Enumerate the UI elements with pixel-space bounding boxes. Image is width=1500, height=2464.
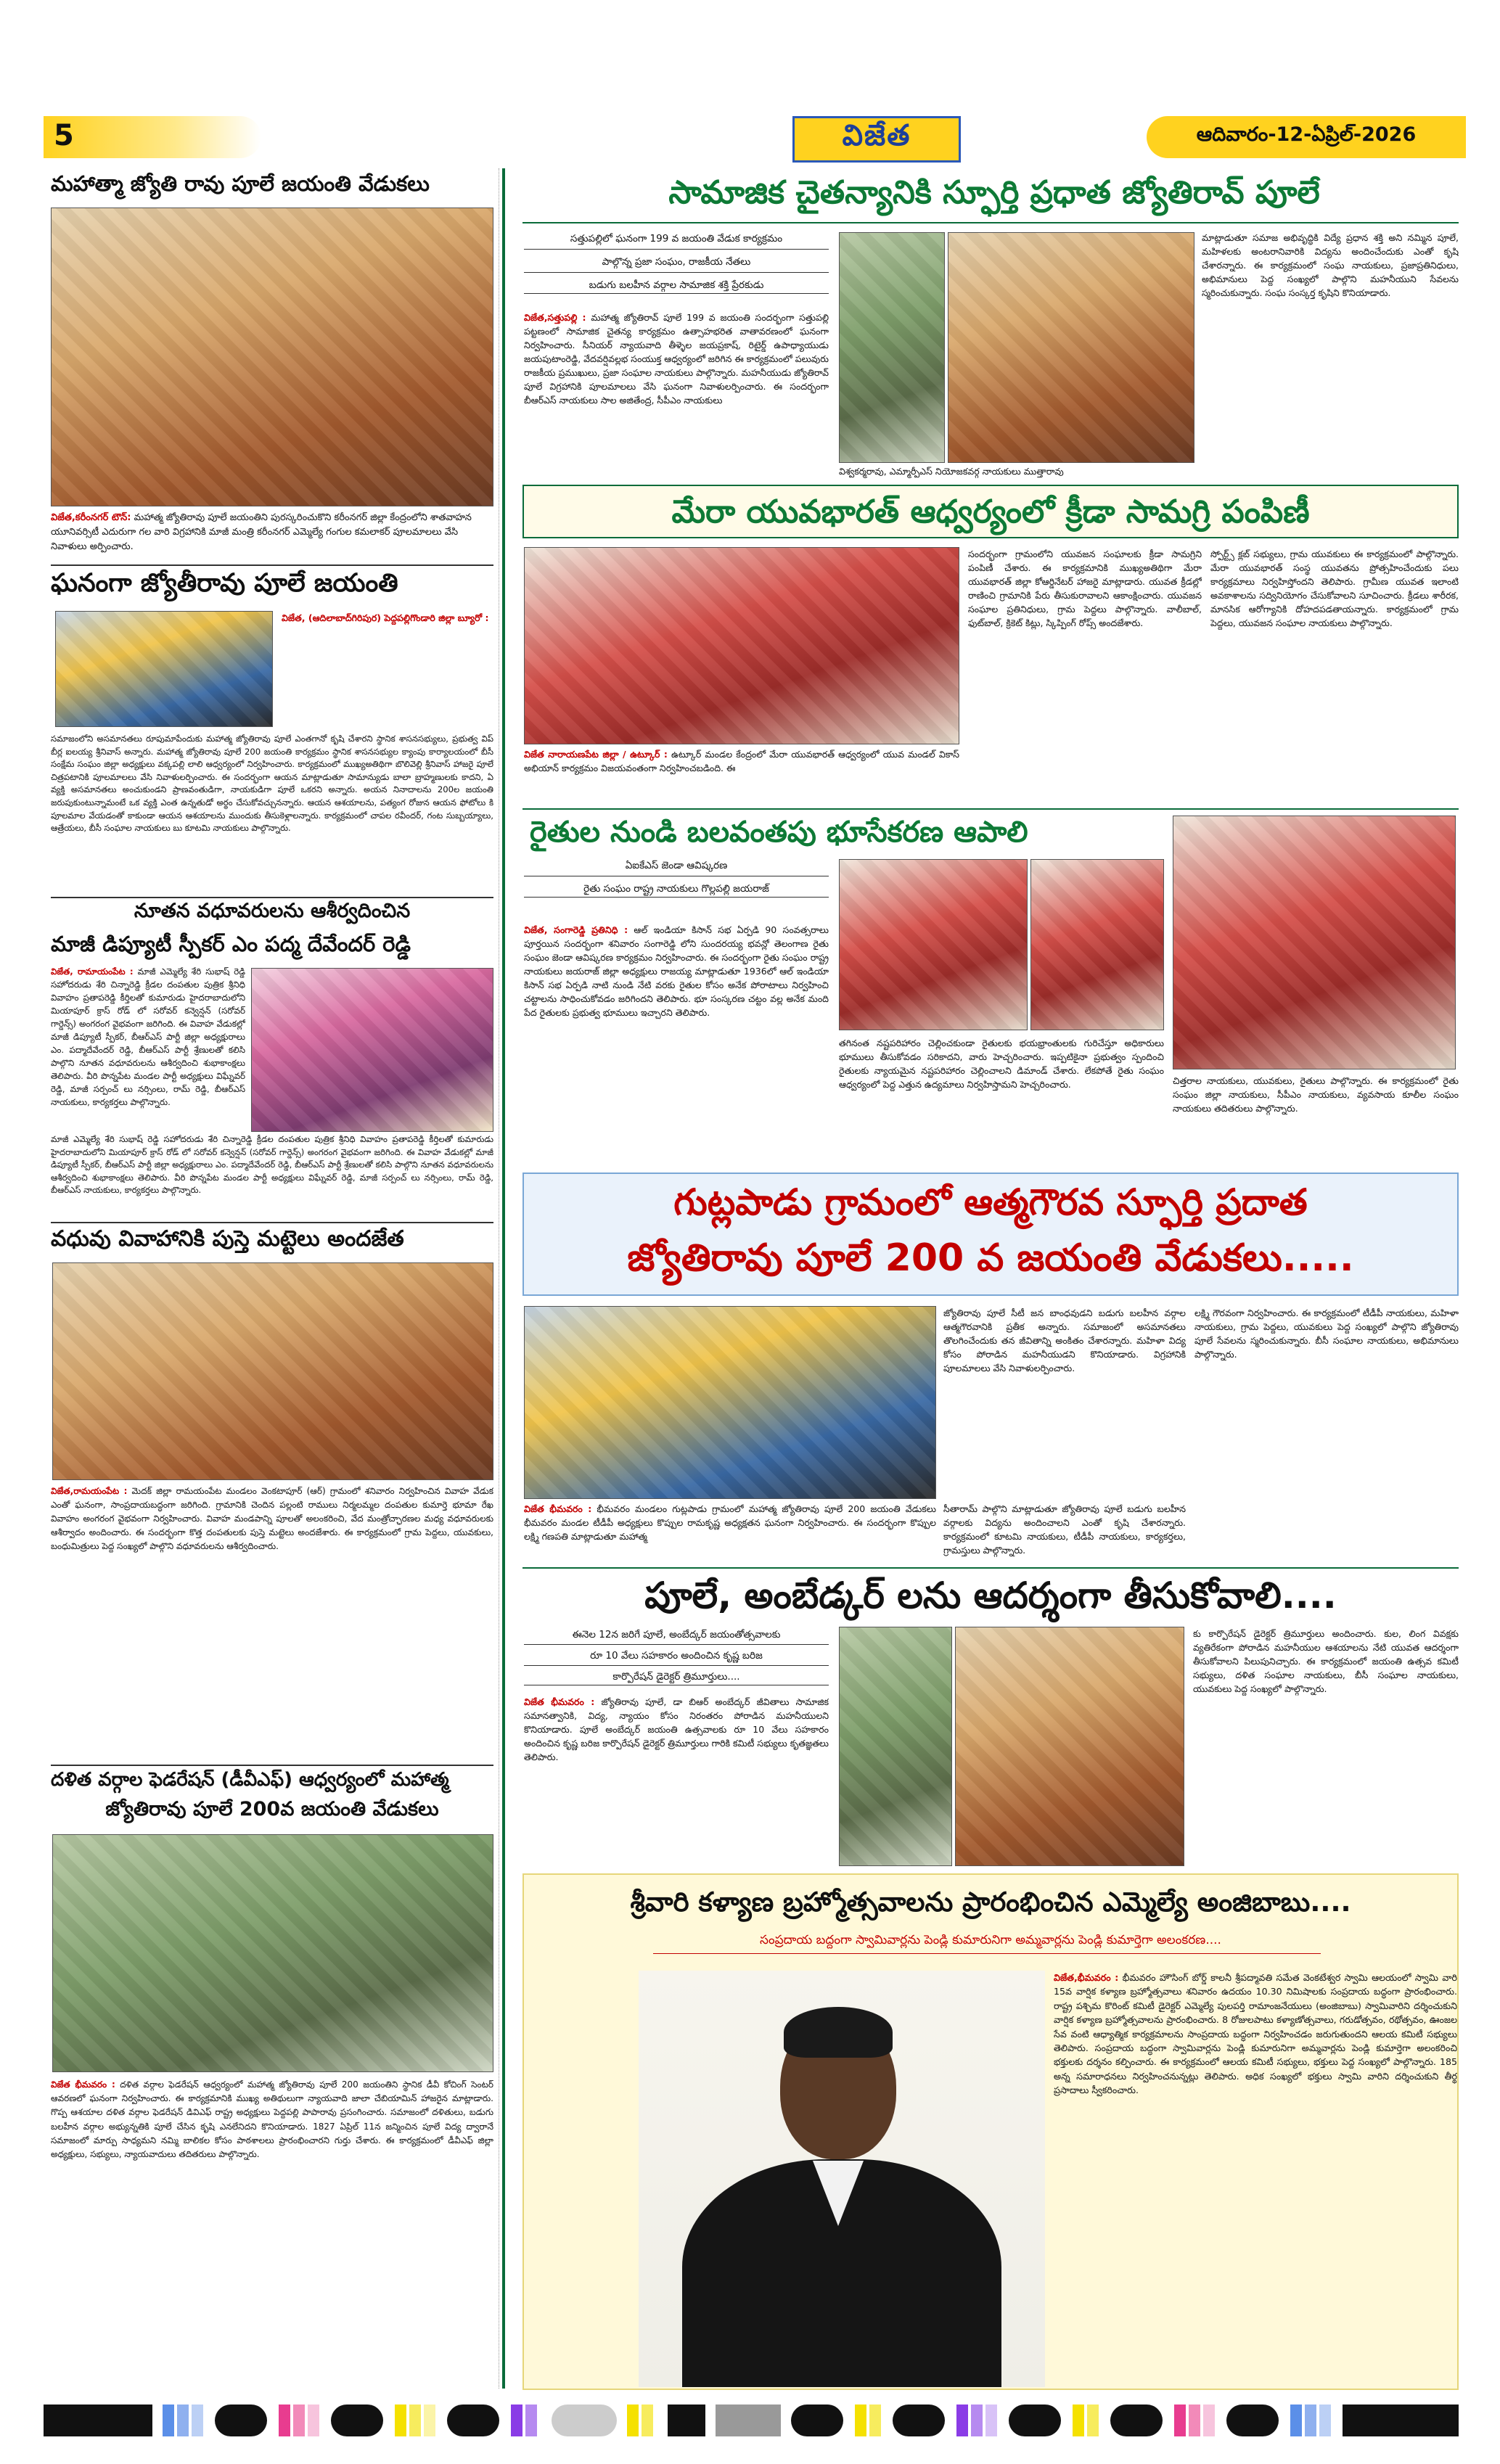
swatch-black-pill-3 [447, 2405, 499, 2436]
article-right-4: జ్యోతిరావు పూలే సీటీ జన బాంధవుడని బడుగు బలహీన వర్గాల ఆత్మగౌరవానికి ప్రతీక అన్నారు. సమాజంలో అసమానతలు తొలగించేందుకు తన జీవితాన్ని అంకితం చేశారన్నారు. మహిళా విద్య కోసం పోరాడిన మహనీయుడని కొనియాడారు. విగ్రహానికి పూలమాలలు వేసి నివాళులర్పించారు. [943, 1307, 1186, 1373]
photo-aiks-flag-2 [1030, 859, 1164, 1030]
article-right-5-cont: కు కార్పొరేషన్ డైరెక్టర్ త్రిమూర్తులు అందించారు. కుల, లింగ వివక్షకు వ్యతిరేకంగా పోరాడిన మహనీయుల ఆశయాలను నేటి యువత ఆదర్శంగా తీసుకోవాలని పిలుపునిచ్చారు. ఈ కార్యక్రమంలో జయంతి ఉత్సవ కమిటీ సభ్యులు, దళిత సంఘాల నాయకులు, బీసీ సంఘాల నాయకులు, యువకులు పెద్ద సంఖ్యలో పాల్గొన్నారు. [1193, 1628, 1459, 1694]
article-left-5 [51, 2078, 493, 2386]
headline-right-5: పూలే, అంబేడ్కర్ లను ఆదర్శంగా తీసుకోవాలి.... [644, 1574, 1337, 1617]
subhead-3: కార్పొరేషన్ డైరెక్టర్ త్రిమూర్తులు.... [524, 1669, 829, 1685]
subhead-right-1 [524, 231, 829, 303]
swatch-black-pill-5 [893, 2405, 945, 2436]
photo-dvf-celebration [52, 1834, 493, 2072]
swatch-pink-6 [1203, 2405, 1215, 2436]
photo-sattupalli-crowd [948, 232, 1194, 463]
headline-left-3a: నూతన వధూవరులను ఆశీర్వదించిన [134, 900, 411, 922]
caption-right-4 [524, 1502, 936, 1561]
subhead-2: రూ 10 వేలు సహకారం అందించిన కృష్ణ బరిజ [524, 1648, 829, 1666]
article-text: భీమవరం హౌసింగ్ బోర్డ్ కాలనీ శ్రీపద్మావతి సమేత వెంకటేశ్వర స్వామి ఆలయంలో స్వామి వారి 15వ వార్షిక కళ్యాణ బ్రహ్మోత్సవాలు శనివారం ఉదయం 10.30 నిమిషాలకు సంప్రదాయ బద్ధంగా ప్రారంభించారు. రాష్ట్ర పశ్చిమ కొరింట్ కమిటీ డైరెక్టర్ ఎమ్మెల్యే పులపర్తి రామాంజనేయులు (అంజిబాబు) స్వామివారిని దర్శించుకుని వార్షిక కళ్యాణ బ్రహ్మోత్సవాలను ప్రారంభించారు. 8 రోజులపాటు కళ్యాణోత్సవాలు, గరుడోత్సవం, రథోత్సవం, ఊంజల సేవ వంటి ఆధ్యాత్మిక కార్యక్రమాలను సాంప్రదాయ బద్ధంగా నిర్వహించడం జరుగుతుందని ఆలయ కమిటీ సభ్యులు తెలిపారు. సంప్రదాయ బద్ధంగా స్వామివార్లను పెండ్లి కుమారునిగా అమ్మవార్లను పెండ్లి కుమార్తెగా అలంకరించి భక్తులకు దర్శనం కల్పించారు. ఈ కార్యక్రమంలో ఆలయ కమిటీ సభ్యులు, భక్తులు పెద్ద సంఖ్యలో పాల్గొన్నారు. 185 అన్న సమారాధనలు నిర్వహించనున్నట్లు తెలిపారు. అధిక సంఖ్యలో భక్తులు స్వామి వారిని దర్శించుకుని తీర్థ ప్రసాదాలు స్వీకరించారు. [1054, 1972, 1457, 2096]
swatch-violet-4 [971, 2405, 983, 2436]
subhead-1: ఈనెల 12న జరిగే పూలే, అంబేద్కర్ జయంతోత్సవాలకు [524, 1627, 829, 1645]
swatch-pink-4 [1174, 2405, 1186, 2436]
swatch-black-block [668, 2405, 705, 2436]
caption-text: మెదక్ జిల్లా రామయంపేట మండలం వెంకటాపూర్ (ఆర్) గ్రామంలో శనివారం నిర్వహించిన వివాహ వేడుక ఎంతో ఘనంగా, సాంప్రదాయబద్ధంగా జరిగింది. గ్రామానికి చెందిన పల్లంటి రాములు నిర్మలమ్మల దంపతుల కుమార్తె భూమా రేఖ వివాహం అంగరంగ వైభవంగా నిర్వహించారు. వివాహ మండపాన్ని పూలతో అలంకరించి, వేద మంత్రోచ్ఛారణల మధ్య వధూవరులకు ఆశీర్వాదం అందించారు. ఈ సందర్భంగా కొత్త దంపతులకు పుస్తె మట్టెలు అందజేశారు. ఈ కార్యక్రమంలో గ్రామ పెద్దలు, యువకులు, బంధుమిత్రులు పెద్ద సంఖ్యలో పాల్గొని వధూవరులను ఆశీర్వదించారు. [51, 1486, 493, 1551]
rule [51, 897, 493, 898]
photo-wedding-blessing [251, 968, 493, 1132]
rule [51, 1765, 493, 1766]
caption-text: మహాత్మ జ్యోతిరావు పూలే జయంతిని పురస్కరించుకొని కరీంనగర్ జిల్లా కేంద్రంలోని శాతవాహన యూనివర్సిటీ ఎదురుగా గల వారి విగ్రహానికి మాజీ మంత్రి కరీంనగర్ ఎమ్మెల్యే గంగుల కమలాకర్ పూలమాలలు వేసి నివాళులు అర్పించారు. [51, 512, 472, 552]
swatch-black-pill-8 [1226, 2405, 1279, 2436]
caption-text: భీమవరం మండలం గుట్లపాడు గ్రామంలో మహాత్మ జ్యోతిరావు పూలే 200 జయంతి వేడుకలు భీమవరం మండల టీడీపీ అధ్యక్షులు కొప్పుల రామకృష్ణ అధ్యక్షతన ఘనంగా నిర్వహించారు. ఈ సందర్భంగా కొప్పుల లక్ష్మి గణపతి మాట్లాడుతూ మహాత్మ [524, 1503, 936, 1542]
masthead-logo-text: విజేత [842, 119, 911, 152]
headline-left-2: ఘనంగా జ్యోతీరావు పూలే జయంతి [51, 569, 398, 598]
photo-sattupalli-statue [839, 232, 945, 463]
swatch-blue-2 [177, 2405, 189, 2436]
swatch-black-pill-6 [1009, 2405, 1061, 2436]
article-left-3 [51, 965, 245, 1129]
subhead-2: రైతు సంఘం రాష్ట్ర నాయకులు గొల్లపల్లి జయరాజ్ [524, 881, 829, 898]
swatch-gray-pill [552, 2405, 617, 2436]
subhead-1: ఏఐకేఎస్ జెండా ఆవిష్కరణ [524, 858, 829, 876]
rule [522, 808, 1459, 810]
article-right-4-cont: సీతారామ్ పాల్గొని మాట్లాడుతూ జ్యోతిరావు పూలే బడుగు బలహీన వర్గాలకు విద్యను అందించాలని ఎంతో కృషి చేశారన్నారు. కార్యక్రమంలో కూటమి నాయకులు, టీడీపీ నాయకులు, కార్యకర్తలు, గ్రామస్తులు పాల్గొన్నారు. [943, 1503, 1186, 1556]
headline-right-4b: జ్యోతిరావు పూలే 200 వ జయంతి వేడుకలు..... [627, 1236, 1354, 1280]
swatch-yellow-3 [424, 2405, 435, 2436]
dateline: విజేత భీమవరం : [51, 2079, 115, 2090]
swatch-yellow-8 [1073, 2405, 1084, 2436]
swatch-yellow-6 [855, 2405, 866, 2436]
article-right-3 [524, 923, 829, 1165]
date-banner [1147, 116, 1466, 158]
rule [522, 222, 1459, 223]
page-number: 5 [54, 119, 74, 152]
swatch-yellow-1 [395, 2405, 406, 2436]
photo-caption-right-1: విశ్వకర్మరావు, ఎమ్మార్పీఎస్ నియోజకవర్గ నాయకులు ముత్తారావు [839, 466, 1064, 477]
rule [51, 564, 493, 566]
article-text: మాజీ ఎమ్మెల్యే శేరి సుభాష్ రెడ్డి సహోదరుడు శేరి చిన్నారెడ్డి క్రీడల దంపతుల పుత్రిక శ్రీనిధి వివాహం ప్రతాపరెడ్డి కీర్తిలతో కుమారుడు హైదరాబాదులోని మియాపూర్ క్రాస్ రోడ్ లో సరోవర్ కన్వెన్షన్ (సరోవర్ గార్డెన్స్) అంగరంగ వైభవంగా జరిగింది. ఈ వివాహ వేడుకల్లో మాజీ డిప్యూటీ స్పీకర్, బీఆర్ఎస్ పార్టీ జిల్లా అధ్యక్షురాలు ఎం. పద్మాదేవేందర్ రెడ్డి, బీఆర్ఎస్ పార్టీ శ్రేణులతో కలిసి పాల్గొని నూతన వధూవరులను ఆశీర్వదించి శుభాకాంక్షలు తెలిపారు. వీరి పొన్నపేట మండల పార్టీ అధ్యక్షులు విఘ్నేవర్ రెడ్డి, మాజీ సర్పంచ్ లు నర్సింలు, రామ్ రెడ్డి, బీఆర్ఎస్ నాయకులు, కార్యకర్తలు పాల్గొన్నారు. [51, 966, 245, 1107]
article-right-3-cont: తగినంత నష్టపరిహారం చెల్లించకుండా రైతులకు భయభ్రాంతులకు గురిచేస్తూ అధికారులు భూములు తీసుకోవడం సరికాదని, వారు హెచ్చరించారు. ఇప్పటికైనా ప్రభుత్వం స్పందించి రైతులకు న్యాయమైన నష్టపరిహారం చెల్లించాలని డిమాండ్ చేశారు. లేకపోతే రైతు సంఘం ఆధ్వర్యంలో పెద్ద ఎత్తున ఉద్యమాలు నిర్వహిస్తామని హెచ్చరించారు. [839, 1038, 1164, 1090]
dateline: విజేత, రామాయంపేట : [51, 966, 134, 977]
page-number-badge [44, 116, 261, 158]
article-text: దళిత వర్గాల ఫెడరేషన్ ఆధ్వర్యంలో మహాత్మ జ్యోతిరావు పూలే 200 జయంతిని స్థానిక డీవీ కోచింగ్ సెంటర్ ఆవరణలో ఘనంగా నిర్వహించారు. ఈ కార్యక్రమానికి ముఖ్య అతిథులుగా న్యాయవాది జాలా చేబియామిన్ హాజరైన మాట్లాడారు. గొప్ప ఆశయాల దళిత వర్గాల ఫెడరేషన్ డివిఎఫ్ రాష్ట్ర అధ్యక్షులు పెద్దపల్లి పాపారావు ప్రసంగించారు. సమాజంలో దళితులు, బడుగు బలహీన వర్గాల అభ్యున్నతికి పూలే చేసిన కృషి ఎనలేనిదని కొనియాడారు. 1827 ఏప్రిల్ 11న జన్మించిన పూలే విద్య ద్వారానే సమాజంలో మార్పు సాధ్యమని నమ్మి బాలికల కోసం పాఠశాలలు ప్రారంభించారని గుర్తు చేశారు. ఈ కార్యక్రమంలో డీవీఎఫ్ జిల్లా అధ్యక్షులు, సభ్యులు, న్యాయవాదులు తదితరులు పాల్గొన్నారు. [51, 2079, 493, 2160]
swatch-violet-2 [525, 2405, 537, 2436]
subhead-right-5 [524, 1627, 829, 1691]
article-right-2-cont: స్పోర్ట్స్ క్లబ్ సభ్యులు, గ్రామ యువకులు ఈ కార్యక్రమంలో పాల్గొన్నారు. మేరా యువభారత్ సంస్థ యువతను ప్రోత్సహించేందుకు పలు కార్యక్రమాలు నిర్వహిస్తోందని తెలిపారు. గ్రామీణ యువత ఇలాంటి అవకాశాలను సద్వినియోగం చేసుకోవాలని సూచించారు. క్రీడలు శారీరక, మానసిక ఆరోగ్యానికి దోహదపడతాయన్నారు. కార్యక్రమంలో గ్రామ పెద్దలు, యువజన సంఘాల నాయకులు పాల్గొన్నారు. [1210, 549, 1459, 628]
article-left-3-cont: మాజీ ఎమ్మెల్యే శేరి సుభాష్ రెడ్డి సహోదరుడు శేరి చిన్నారెడ్డి క్రీడల దంపతుల పుత్రిక శ్రీనిధి వివాహం ప్రతాపరెడ్డి కీర్తిలతో కుమారుడు హైదరాబాదులోని మియాపూర్ క్రాస్ రోడ్ లో సరోవర్ కన్వెన్షన్ (సరోవర్ గార్డెన్స్) అంగరంగ వైభవంగా జరిగింది. ఈ వివాహ వేడుకల్లో మాజీ డిప్యూటీ స్పీకర్, బీఆర్ఎస్ పార్టీ జిల్లా అధ్యక్షురాలు ఎం. పద్మాదేవేందర్ రెడ్డి, బీఆర్ఎస్ పార్టీ శ్రేణులతో కలిసి పాల్గొని నూతన వధూవరులను ఆశీర్వదించి శుభాకాంక్షలు తెలిపారు. వీరి పొన్నపేట మండల పార్టీ అధ్యక్షులు విఘ్నేవర్ రెడ్డి, మాజీ సర్పంచ్ లు నర్సింలు, రామ్ రెడ్డి, బీఆర్ఎస్ నాయకులు, కార్యకర్తలు పాల్గొన్నారు. [51, 1134, 493, 1196]
photo-aiks-flag-3 [1173, 816, 1456, 1069]
article-right-4-end: లక్ష్మి గౌరవంగా నిర్వహించారు. ఈ కార్యక్రమంలో టీడీపీ నాయకులు, మహిళా నాయకులు, గ్రామ పెద్దలు, యువకులు పెద్ద సంఖ్యలో పాల్గొని జ్యోతిరావు పూలే సేవలను స్మరించుకున్నారు. బీసీ సంఘాల నాయకులు, అభిమానులు పాల్గొన్నారు. [1194, 1307, 1459, 1360]
photo-poole-ambedkar-2 [955, 1627, 1184, 1866]
caption-text: ఉట్కూర్ మండల కేంద్రంలో మేరా యువభారత్ ఆధ్వర్యంలో యువ మండల్ వికాస్ అభియాన్ కార్యక్రమం విజయవంతంగా నిర్వహించబడింది. ఈ [524, 749, 959, 773]
swatch-blue-5 [1305, 2405, 1316, 2436]
headline-right-6: శ్రీవారి కళ్యాణ బ్రహ్మోత్సవాలను ప్రారంభించిన ఎమ్మెల్యే అంజిబాబు.... [630, 1886, 1351, 1918]
headline-right-4a: గుట్లపాడు గ్రామంలో ఆత్మగౌరవ స్ఫూర్తి ప్రదాత [673, 1181, 1308, 1223]
subhead-2: పాల్గొన్న ప్రజా సంఘం, రాజకీయ నేతలు [524, 254, 829, 273]
article-right-6 [1054, 1971, 1457, 2384]
swatch-black-pill-2 [331, 2405, 383, 2436]
portrait-anjibabu [639, 1971, 1045, 2387]
swatch-blue-1 [163, 2405, 174, 2436]
photo-wedding-gift [52, 1262, 493, 1480]
swatch-blue-3 [192, 2405, 203, 2436]
swatch-violet-5 [985, 2405, 997, 2436]
swatch-violet-3 [956, 2405, 968, 2436]
swatch-gray-block [716, 2405, 781, 2436]
rule [522, 1567, 1459, 1569]
headline-left-5b: జ్యోతిరావు పూలే 200వ జయంతి వేడుకలు [105, 1798, 439, 1820]
swatch-black [44, 2405, 152, 2436]
photo-gutlapadu-tribute [524, 1306, 936, 1499]
caption-left-4 [51, 1484, 493, 1760]
article-right-1 [524, 311, 829, 477]
article-right-5 [524, 1695, 829, 1868]
swatch-black-pill [215, 2405, 267, 2436]
headline-right-1: సామాజిక చైతన్యానికి స్ఫూర్తి ప్రధాత జ్యోతిరావ్ పూలే [668, 174, 1320, 211]
article-text: జ్యోతిరావు పూలే, డా బిఆర్ అంబేద్కర్ జీవితాలు సామాజిక సమానత్వానికి, విద్య, న్యాయం కోసం నిరంతరం పోరాడిన మహనీయులని కొనియాడారు. పూలే అంబేద్కర్ జయంతి ఉత్సవాలకు రూ 10 వేలు సహకారం అందించిన కృష్ణ బరిజ కార్పొరేషన్ డైరెక్టర్ త్రిమూర్తులు గారికి కమిటీ సభ్యులు కృతజ్ఞతలు తెలిపారు. [524, 1696, 829, 1762]
article-right-2: సందర్భంగా గ్రామంలోని యువజన సంఘాలకు క్రీడా సామగ్రిని పంపిణీ చేశారు. ఈ కార్యక్రమానికి ముఖ్యఅతిథిగా మేరా యువభారత్ జిల్లా కోఆర్డినేటర్ హాజరై మాట్లాడారు. యువత క్రీడల్లో రాణించి గ్రామానికి పేరు తీసుకురావాలని ఆకాంక్షించారు. యువజన సంఘాల ప్రతినిధులు, గ్రామ పెద్దలు పాల్గొన్నారు. వాలీబాల్, ఫుట్‌బాల్, క్రికెట్ కిట్లు, స్కిప్పింగ్ రోప్స్ అందజేశారు. [968, 549, 1202, 628]
article-text: మహాత్మ జ్యోతిరావ్ పూలే 199 వ జయంతి సందర్భంగా సత్తుపల్లి పట్టణంలో సామాజిక చైతన్య కార్యక్రమం ఉత్సాహభరిత వాతావరణంలో ఘనంగా నిర్వహించారు. సీనియర్ న్యాయవాది తీళ్ళెల జయప్రకాష్, రిటైర్డ్ ఉపాధ్యాయుడు జయపుటాంరెడ్డి, వేదవర్షివల్లభ సంయుక్త ఆధ్వర్యంలో జరిగిన ఈ కార్యక్రమంలో పలువురు రాజకీయ ప్రముఖులు, ప్రజా సంఘాల నాయకులు పాల్గొన్నారు. మహనీయుడు జ్యోతిరావ్ పూలే విగ్రహానికి పూలమాలలు వేసి ఘనంగా నివాళులర్పించారు. ఈ సందర్భంగా బీఆర్ఎస్ నాయకులు సాల అజితేంద్ర, సీపీఎం నాయకులు [524, 312, 829, 406]
subhead-3: బడుగు బలహీన వర్గాల సామాజిక శక్తి ప్రేరకుడు [524, 277, 829, 294]
dateline: విజేత, సంగారెడ్డి ప్రతినిధి : [524, 924, 628, 935]
swatch-black-end [1343, 2405, 1459, 2436]
headline-left-3b: మాజీ డిప్యూటీ స్పీకర్ ఎం పద్మ దేవేందర్ రెడ్డి [51, 932, 411, 956]
photo-poole-statue [51, 208, 493, 506]
article-left-2-body: సమాజంలోని అసమానతలు రూపుమాపేందుకు మహాత్మ జ్యోతిరావు పూలే ఎంతగానో కృషి చేశారని స్థానిక శాసనసభ్యులు, ప్రభుత్వ విప్ బీర్ల ఐలయ్య శ్రీనివాస్ అన్నారు. మహాత్మ జ్యోతిరావు పూలే 200 జయంతి కార్యక్రమం స్థానిక శాసనసభ్యుల క్యాంపు కార్యాలయంలో బీసీ సంక్షేమ సంఘం జిల్లా అధ్యక్షులు వక్కపల్లి లాలి ఆధ్వర్యంలో నిర్వహించారు. కార్యక్రమంలో ముఖ్యఅతిథిగా బొలివెల్లి శ్రీనివాస్ హాజరై పూలే చిత్రపటానికి పూలమాలలు వేసి నివాళులర్పించారు. ఈ సందర్భంగా ఆయన మాట్లాడుతూ సామాన్యుడు బాలా బ్రాహ్మణులకు కాదని, ఏ వ్యక్తి అసమానతలు అంచుకుండని ప్రాణవంతుడిగా, నాయకుడిగా పూలే ఒకరని అన్నారు. అయన నినాదాలను 200ల జయంతి జరుపుకుంటున్నామంటే ఒక వ్యక్తి ఎంత ఉన్నతుడో అర్థం చేసుకోవచ్చునన్నారు. ఆయన ఆశయాలను, పత్యంగ రోజున ఆయన ఫోటోలు కి పూలమాల వేయడంతో కాకుండా ఆయన ఆశయాలను ముందుకు తీసుకెళ్లాలన్నారు. కార్యక్రమంలో చాపల రవీందర్, గంట సుబ్బయ్యాలు, ఆత్రేయలు, బీసీ సంఘాల నాయకులు బు కూటమి నాయకులు పాల్గొన్నారు. [51, 734, 493, 834]
swatch-pink-3 [308, 2405, 319, 2436]
masthead-logo [792, 116, 961, 163]
swatch-pink-2 [293, 2405, 305, 2436]
masthead [44, 116, 1466, 164]
rule [51, 1222, 493, 1223]
subhead-right-6: సంప్రదాయ బద్దంగా స్వామివార్లను పెండ్లి కుమారునిగా అమ్మవార్లను పెండ్లి కుమార్తెగా అలంకరణ.... [760, 1933, 1221, 1947]
article-right-3-end: చిత్తరాల నాయకులు, యువకులు, రైతులు పాల్గొన్నారు. ఈ కార్యక్రమంలో రైతు సంఘం జిల్లా నాయకులు, సీపీఎం నాయకులు, వ్యవసాయ కూలీల సంఘం నాయకులు తదితరులు పాల్గొన్నారు. [1173, 1075, 1459, 1114]
rule [653, 1953, 1321, 1954]
photo-sports-kits [524, 547, 959, 744]
swatch-yellow-2 [409, 2405, 421, 2436]
dateline: విజేత,రామయంపేట : [51, 1486, 128, 1496]
photo-aiks-flag-1 [839, 859, 1028, 1030]
dateline: విజేత,భీమవరం : [1054, 1972, 1119, 1983]
dateline: విజేత,సత్తుపల్లి : [524, 312, 586, 323]
headline-left-1: మహాత్మా జ్యోతి రావు పూలే జయంతి వేడుకలు [51, 171, 430, 196]
swatch-yellow-9 [1087, 2405, 1099, 2436]
swatch-blue-6 [1319, 2405, 1331, 2436]
subhead-right-3 [524, 858, 829, 919]
dateline: విజేత, (ఆదిలాబాద్‌గిరిపుర) పెద్దపల్లిగొండారి జిల్లా బ్యూరో : [282, 612, 489, 623]
photo-office-tribute [55, 611, 273, 727]
headline-right-3: రైతుల నుండి బలవంతపు భూసేకరణ ఆపాలి [530, 816, 1028, 849]
date-line: ఆదివారం-12-ఏప్రిల్-2026 [1196, 123, 1417, 146]
dateline: విజేత,కరీంనగర్ టౌన్: [51, 512, 131, 523]
subhead-1: సత్తుపల్లిలో ఘనంగా 199 వ జయంతి వేడుక కార్యక్రమం [524, 231, 829, 250]
swatch-yellow-7 [869, 2405, 881, 2436]
headline-right-2: మేరా యువభారత్ ఆధ్వర్యంలో క్రీడా సామగ్రి పంపిణీ [671, 493, 1310, 530]
swatch-yellow-5 [642, 2405, 653, 2436]
headline-left-5a: దళిత వర్గాల ఫెడరేషన్ (డీవీఎఫ్) ఆధ్వర్యంలో మహాత్మ [51, 1769, 449, 1791]
article-right-1-cont: మాట్లాడుతూ సమాజ అభివృద్ధికి విద్యే ప్రధాన శక్తి అని నమ్మిన పూలే, మహిళలకు అంటరానివారికి విద్యను అందించేందుకు ఎంతో కృషి చేశారన్నారు. ఈ కార్యక్రమంలో సంఘ నాయకులు, ప్రజాప్రతినిధులు, అభిమానులు పెద్ద సంఖ్యలో పాల్గొని మహనీయుని సేవలను స్మరించుకున్నారు. సంఘ సంస్కర్త కృషిని కొనియాడారు. [1202, 232, 1459, 298]
article-text: ఆల్ ఇండియా కిసాన్ సభ ఏర్పడి 90 సంవత్సరాలు పూర్తయిన సందర్భంగా శనివారం సంగారెడ్డి లోని సుందరయ్య భవన్లో తెలంగాణ రైతు సంఘం జెండా ఆవిష్కరణ కార్యక్రమం నిర్వహించారు. ఈ సందర్భంగా రైతు సంఘం రాష్ట్ర నాయకులు జయరాజ్ జిల్లా అధ్యక్షులు రాజయ్య మాట్లాడుతూ 1936లో ఆల్ ఇండియా కిసాన్ సభ ఏర్పడి నాటి నుండి నేటి వరకు రైతుల కోసం అనేక పోరాటాలు నిర్వహించి చట్టాలను సాధించుకోవడం జరిగిందని తెలిపారు. భూ సంస్కరణ చట్టం వల్ల అనేక మంది పేద రైతులకు ప్రభుత్వ భూములు ఇచ్చారని తెలిపారు. [524, 924, 829, 1018]
dateline: విజేత భీమవరం : [524, 1696, 595, 1707]
headline-left-4: వధువు వివాహానికి పుస్తె మట్టెలు అందజేత [51, 1226, 404, 1252]
photo-poole-ambedkar-1 [839, 1627, 952, 1866]
dateline: విజేత భీమవరం : [524, 1503, 592, 1514]
swatch-yellow-4 [627, 2405, 639, 2436]
caption-left-1 [51, 511, 493, 554]
column-divider [502, 168, 505, 2389]
dateline: విజేత నారాయణపేట జిల్లా / ఉట్కూర్ : [524, 749, 668, 760]
article-left-2 [282, 611, 493, 730]
swatch-black-pill-7 [1110, 2405, 1163, 2436]
swatch-pink-1 [279, 2405, 290, 2436]
swatch-black-pill-4 [791, 2405, 843, 2436]
swatch-blue-4 [1290, 2405, 1302, 2436]
swatch-pink-5 [1189, 2405, 1200, 2436]
swatch-violet-1 [511, 2405, 522, 2436]
portrait-hair [784, 2007, 893, 2058]
caption-right-2 [524, 747, 959, 802]
